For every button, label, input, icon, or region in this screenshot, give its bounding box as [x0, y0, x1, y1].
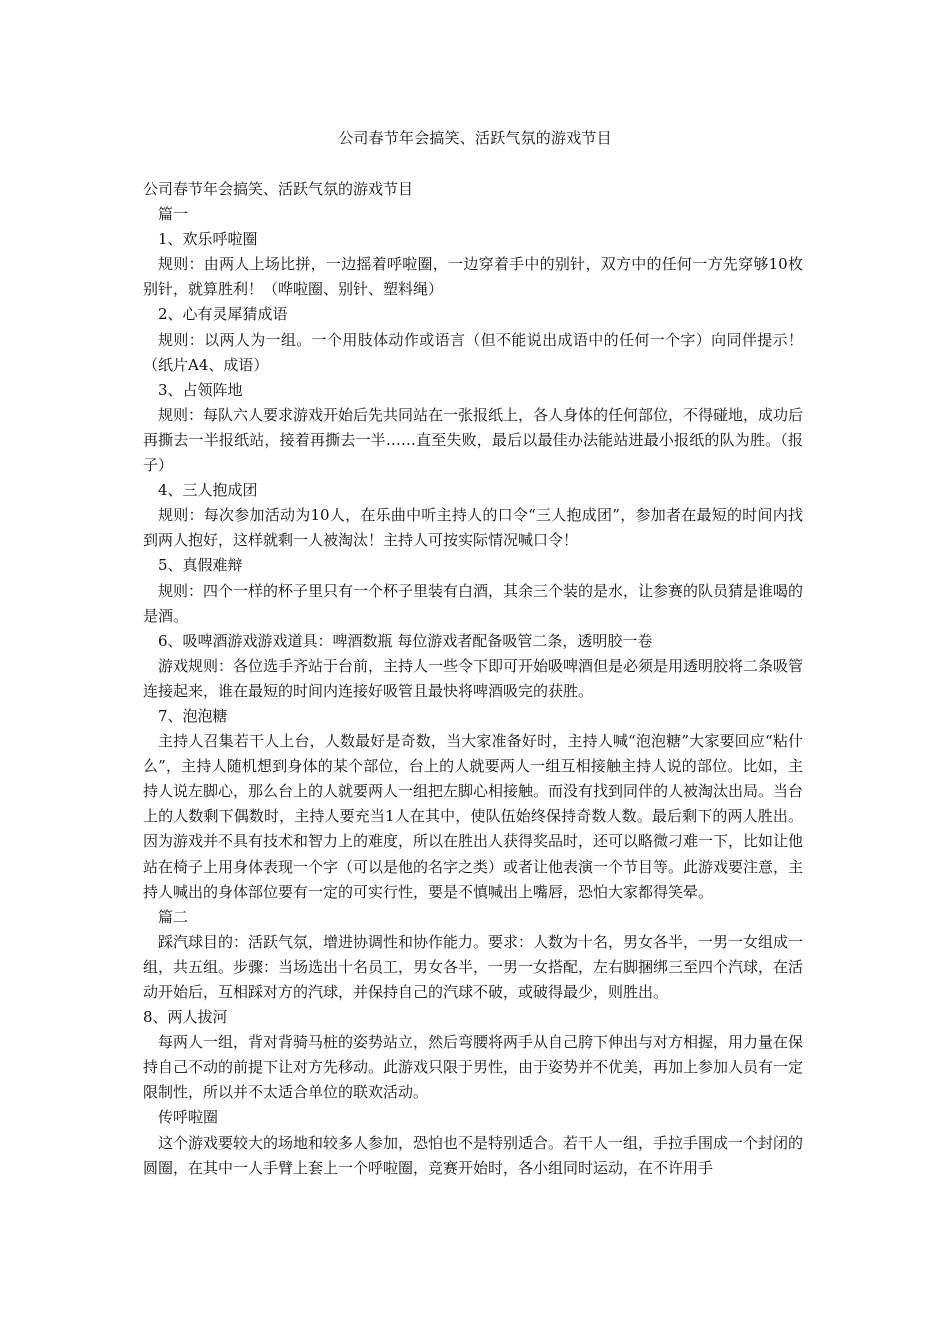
game-heading: 5、真假难辩	[158, 556, 243, 575]
rule-paragraph: 主持人召集若干人上台，人数最好是奇数，当大家准备好时，主持人喊“泡泡糖”大家要回应“粘什么”，主持人随机想到身体的某个部位，台上的人就要两人一组互相接触主持人说的部位。比如，主持人说左脚心，那么台上的人就要两人一组把左脚心相接触。而没有找到同伴的人被淘汰出局。当台上的人数剩下偶数时，主持人要充当1人在其中，使队伍始终保持奇数人数。最后剩下的两人胜出。因为游戏并不具有技术和智力上的难度，所以在胜出人获得奖品时，还可以略微刁难一下，比如让他站在椅子上用身体表现一个字（可以是他的名字之类）或者让他表演一个节目等。此游戏要注意，主持人喊出的身体部位要有一定的可实行性，要是不慎喊出上嘴唇，恐怕大家都得笑晕。	[143, 732, 804, 901]
game-heading: 2、心有灵犀猜成语	[158, 305, 288, 324]
rule-paragraph: 规则：四个一样的杯子里只有一个杯子里装有白酒，其余三个装的是水，让参赛的队员猜是谁喝的是酒。	[143, 581, 804, 625]
rule-paragraph: 每两人一组，背对背骑马桩的姿势站立，然后弯腰将两手从自己胯下伸出与对方相握，用力量在保持自己不动的前提下让对方先移动。此游戏只限于男性，由于姿势并不优美，再加上参加人员有一定限制性，所以并不太适合单位的联欢活动。	[143, 1033, 804, 1102]
page-title: 公司春节年会搞笑、活跃气氛的游戏节目	[338, 129, 612, 147]
rule-paragraph: 游戏规则：各位选手齐站于台前，主持人一些令下即可开始吸啤酒但是必须是用透明胶将二条吸管连接起来，谁在最短的时间内连接好吸管且最快将啤酒吸完的获胜。	[143, 656, 804, 700]
rule-paragraph: 踩汽球目的：活跃气氛，增进协调性和协作能力。要求：人数为十名，男女各半，一男一女组成一组，共五组。步骤：当场选出十名员工，男女各半，一男一女搭配，左右脚捆绑三至四个汽球，在活动开始后，互相踩对方的汽球，并保持自己的汽球不破，或破得最少，则胜出。	[143, 932, 804, 1001]
game-heading: 4、三人抱成团	[158, 481, 258, 500]
game-heading: 7、泡泡糖	[158, 706, 228, 725]
game-heading: 1、欢乐呼啦圈	[158, 230, 258, 249]
rule-paragraph: 规则：由两人上场比拼，一边摇着呼啦圈，一边穿着手中的别针，双方中的任何一方先穿够10枚别针，就算胜利！（哗啦圈、别针、塑料绳）	[143, 255, 803, 299]
rule-paragraph: 规则：每次参加活动为10人，在乐曲中听主持人的口令“三人抱成团”，参加者在最短的时间内找到两人抱好，这样就剩一人被淘汰！主持人可按实际情况喊口令！	[143, 506, 803, 550]
rule-paragraph: 这个游戏要较大的场地和较多人参加，恐怕也不是特别适合。若干人一组，手拉手围成一个封闭的圆圈，在其中一人手臂上套上一个呼啦圈，竞赛开始时，各小组同时运动，在不许用手	[143, 1133, 804, 1177]
rule-paragraph: 规则：以两人为一组。一个用肢体动作或语言（但不能说出成语中的任何一个字）向同伴提示！（纸片A4、成语）	[143, 330, 803, 374]
document-body	[143, 177, 803, 1181]
rule-paragraph: 规则：每队六人要求游戏开始后先共同站在一张报纸上，各人身体的任何部位，不得碰地，成功后再撕去一半报纸站，接着再撕去一半……直至失败，最后以最佳办法能站进最小报纸的队为胜。（报子）	[143, 405, 804, 475]
game-heading: 传呼啦圈	[158, 1108, 219, 1127]
body-title: 公司春节年会搞笑、活跃气氛的游戏节目	[143, 180, 414, 198]
game-heading: 3、占领阵地	[158, 380, 243, 399]
game-heading: 8、两人拔河	[143, 1008, 228, 1027]
game-heading: 6、吸啤酒游戏游戏道具：啤酒数瓶 每位游戏者配备吸管二条，透明胶一卷	[158, 631, 653, 650]
section-heading: 篇一	[158, 205, 189, 224]
section-heading: 篇二	[158, 907, 189, 926]
